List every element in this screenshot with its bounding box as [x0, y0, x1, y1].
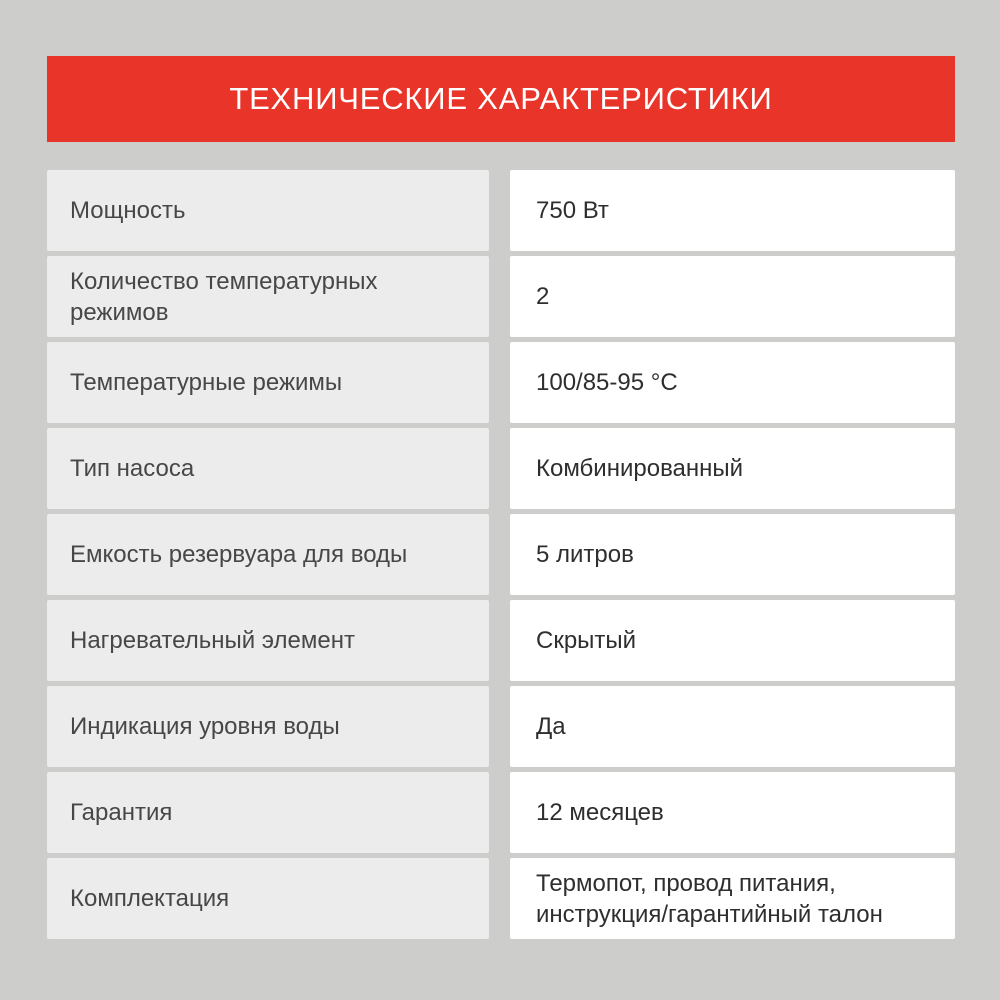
- table-row: [47, 428, 955, 509]
- spec-value-cell: [510, 686, 955, 767]
- spec-value-cell: [510, 342, 955, 423]
- page-title: ТЕХНИЧЕСКИЕ ХАРАКТЕРИСТИКИ: [229, 81, 773, 116]
- spec-label: Индикация уровня воды: [70, 713, 340, 740]
- spec-value-cell: [510, 514, 955, 595]
- spec-value: 100/85-95 °C: [536, 369, 678, 396]
- spec-label: Количество температурных режимов: [70, 267, 378, 326]
- table-row: [47, 600, 955, 681]
- spec-value: Комбинированный: [536, 455, 744, 482]
- spec-label-cell: [47, 514, 489, 595]
- table-row: [47, 686, 955, 767]
- spec-label-cell: [47, 600, 489, 681]
- spec-label: Гарантия: [70, 799, 173, 826]
- spec-label: Тип насоса: [70, 455, 195, 482]
- spec-value: 750 Вт: [536, 197, 609, 224]
- table-row: [47, 772, 955, 853]
- spec-label-cell: [47, 256, 489, 337]
- spec-value: Скрытый: [536, 627, 637, 654]
- header-banner: [47, 56, 955, 142]
- table-row: [47, 514, 955, 595]
- spec-value: 2: [536, 283, 550, 310]
- spec-label: Комплектация: [70, 885, 230, 912]
- spec-label-cell: [47, 858, 489, 939]
- spec-value-cell: [510, 600, 955, 681]
- spec-value-cell: [510, 256, 955, 337]
- spec-label-cell: [47, 686, 489, 767]
- spec-value: 12 месяцев: [536, 799, 664, 826]
- spec-label: Температурные режимы: [70, 369, 343, 396]
- spec-value-cell: [510, 170, 955, 251]
- specs-table: [47, 170, 955, 939]
- spec-label-cell: [47, 772, 489, 853]
- spec-value: 5 литров: [536, 541, 634, 568]
- spec-label: Нагревательный элемент: [70, 627, 355, 654]
- table-row: [47, 342, 955, 423]
- table-row: [47, 170, 955, 251]
- spec-label: Мощность: [70, 197, 186, 224]
- spec-value: Термопот, провод питания, инструкция/гарантийный талон: [536, 869, 883, 928]
- table-row: [47, 256, 955, 337]
- spec-value: Да: [536, 713, 566, 740]
- spec-value-cell: [510, 858, 955, 939]
- spec-label-cell: [47, 428, 489, 509]
- spec-label-cell: [47, 342, 489, 423]
- spec-label: Емкость резервуара для воды: [70, 541, 408, 568]
- spec-value-cell: [510, 772, 955, 853]
- spec-value-cell: [510, 428, 955, 509]
- table-row: [47, 858, 955, 939]
- spec-label-cell: [47, 170, 489, 251]
